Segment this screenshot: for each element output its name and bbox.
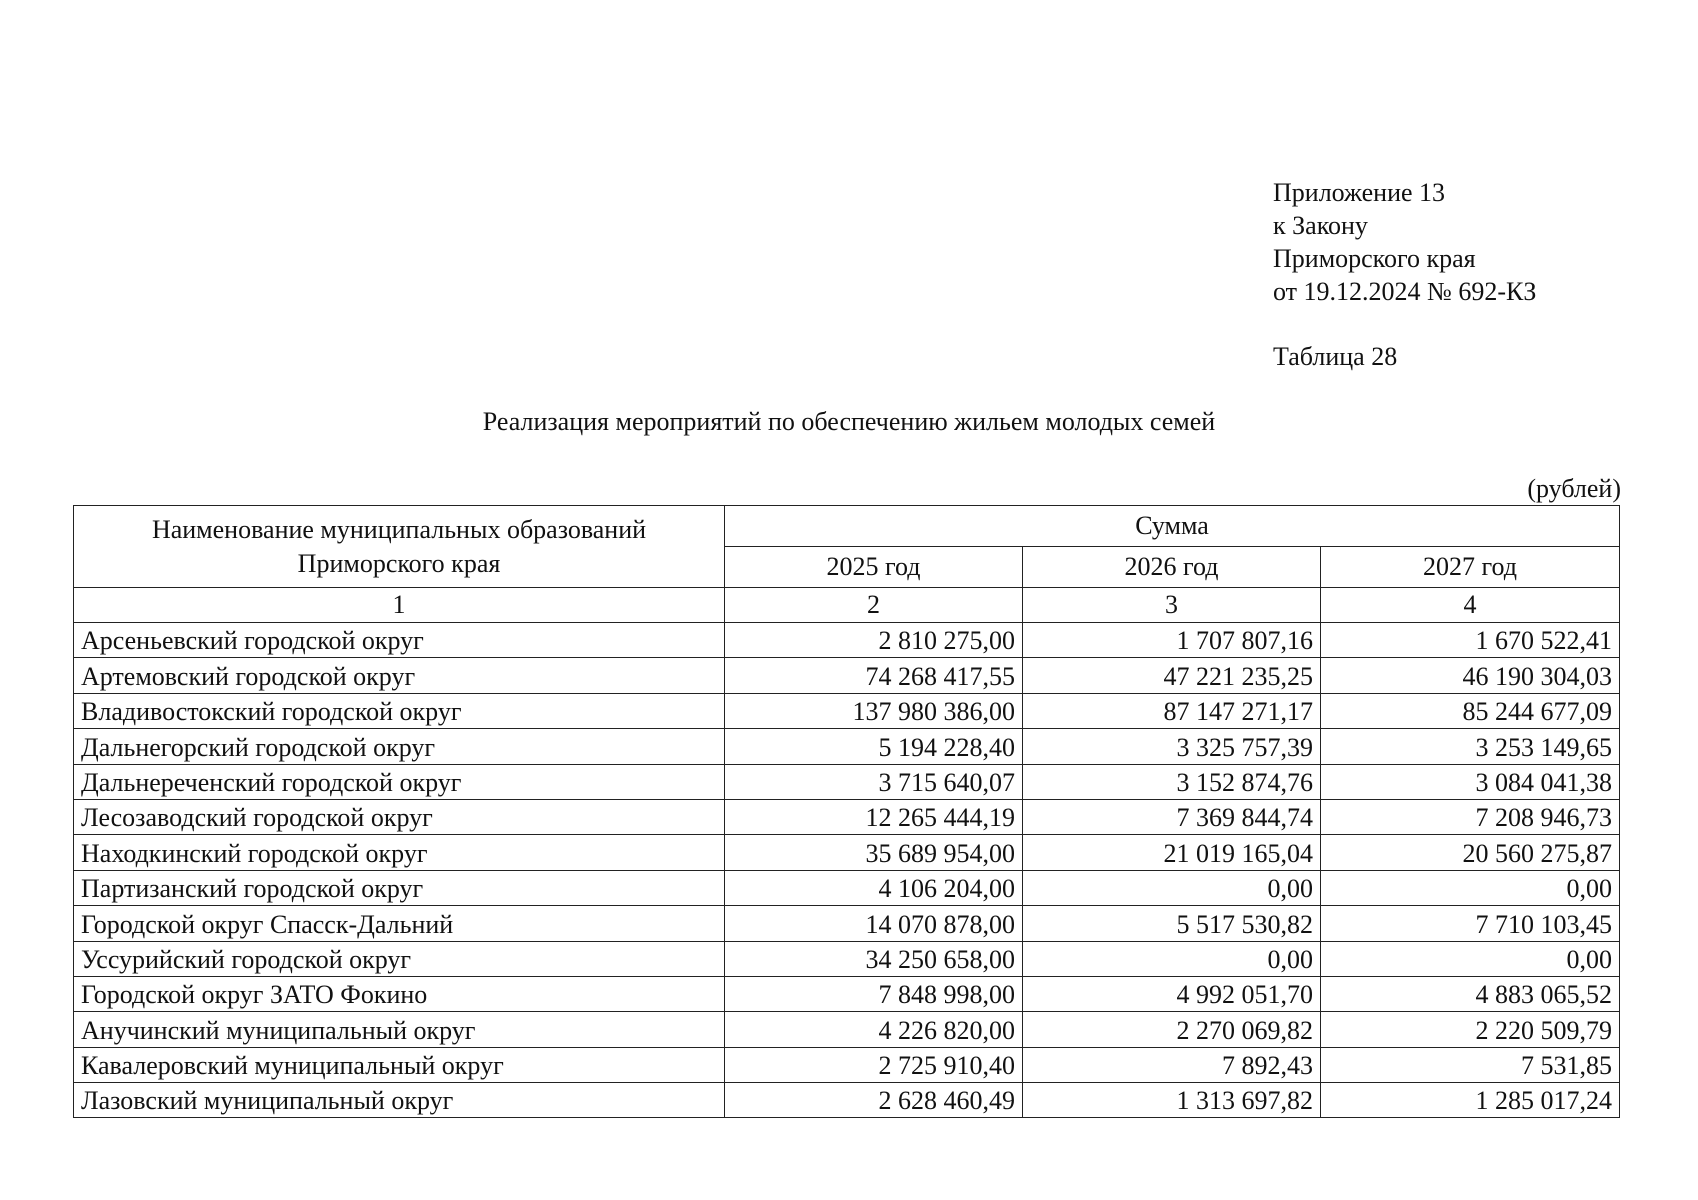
header-municipality <box>74 506 725 588</box>
column-number: 3 <box>1023 588 1321 623</box>
table-row <box>74 658 1620 693</box>
value-2027: 7 710 103,45 <box>1321 906 1620 941</box>
appendix-line: к Закону <box>1273 211 1368 240</box>
value-2026: 47 221 235,25 <box>1023 658 1321 693</box>
header-municipality-line1: Наименование муниципальных образований <box>151 514 647 544</box>
value-2025: 35 689 954,00 <box>725 835 1023 870</box>
value-2027: 85 244 677,09 <box>1321 693 1620 728</box>
municipality-name: Уссурийский городской округ <box>74 941 725 976</box>
value-2027: 46 190 304,03 <box>1321 658 1620 693</box>
municipality-name: Городской округ Спасск-Дальний <box>74 906 725 941</box>
header-sum: Сумма <box>725 506 1620 547</box>
municipality-name: Лазовский муниципальный округ <box>74 1083 725 1118</box>
value-2025: 34 250 658,00 <box>725 941 1023 976</box>
value-2026: 1 313 697,82 <box>1023 1083 1321 1118</box>
table-row <box>74 906 1620 941</box>
value-2026: 1 707 807,16 <box>1023 623 1321 658</box>
table-row <box>74 870 1620 905</box>
value-2027: 0,00 <box>1321 941 1620 976</box>
table-row <box>74 976 1620 1011</box>
value-2025: 2 725 910,40 <box>725 1047 1023 1082</box>
appendix-line: от 19.12.2024 № 692-КЗ <box>1273 277 1537 306</box>
table-row <box>74 693 1620 728</box>
value-2025: 3 715 640,07 <box>725 764 1023 799</box>
municipality-name: Лесозаводский городской округ <box>74 799 725 834</box>
municipality-name: Находкинский городской округ <box>74 835 725 870</box>
appendix-block <box>1273 176 1536 308</box>
appendix-line: Приморского края <box>1273 244 1476 273</box>
value-2025: 12 265 444,19 <box>725 799 1023 834</box>
municipality-name: Анучинский муниципальный округ <box>74 1012 725 1047</box>
value-2027: 20 560 275,87 <box>1321 835 1620 870</box>
value-2025: 2 810 275,00 <box>725 623 1023 658</box>
value-2025: 4 226 820,00 <box>725 1012 1023 1047</box>
table-row <box>74 835 1620 870</box>
table-row <box>74 764 1620 799</box>
value-2026: 21 019 165,04 <box>1023 835 1321 870</box>
value-2026: 0,00 <box>1023 941 1321 976</box>
table-body <box>74 623 1620 1118</box>
municipality-name: Городской округ ЗАТО Фокино <box>74 976 725 1011</box>
value-2026: 2 270 069,82 <box>1023 1012 1321 1047</box>
value-2027: 3 084 041,38 <box>1321 764 1620 799</box>
header-municipality-line2: Приморского края <box>297 548 501 578</box>
value-2027: 4 883 065,52 <box>1321 976 1620 1011</box>
unit-label: (рублей) <box>1527 474 1621 503</box>
column-number-row <box>74 588 1620 623</box>
value-2026: 7 892,43 <box>1023 1047 1321 1082</box>
column-number: 1 <box>74 588 725 623</box>
value-2025: 14 070 878,00 <box>725 906 1023 941</box>
column-number: 4 <box>1321 588 1620 623</box>
value-2025: 7 848 998,00 <box>725 976 1023 1011</box>
value-2027: 7 531,85 <box>1321 1047 1620 1082</box>
value-2026: 3 325 757,39 <box>1023 729 1321 764</box>
value-2027: 1 670 522,41 <box>1321 623 1620 658</box>
table-row <box>74 799 1620 834</box>
municipality-name: Дальнереченский городской округ <box>74 764 725 799</box>
header-year-2025: 2025 год <box>725 547 1023 588</box>
value-2026: 87 147 271,17 <box>1023 693 1321 728</box>
value-2025: 4 106 204,00 <box>725 870 1023 905</box>
value-2027: 2 220 509,79 <box>1321 1012 1620 1047</box>
document-title: Реализация мероприятий по обеспечению жильем молодых семей <box>482 407 1216 436</box>
column-number: 2 <box>725 588 1023 623</box>
value-2025: 2 628 460,49 <box>725 1083 1023 1118</box>
municipality-name: Партизанский городской округ <box>74 870 725 905</box>
value-2025: 137 980 386,00 <box>725 693 1023 728</box>
table-number-label: Таблица 28 <box>1273 342 1398 371</box>
municipality-name: Кавалеровский муниципальный округ <box>74 1047 725 1082</box>
appendix-line: Приложение 13 <box>1273 178 1446 207</box>
header-row <box>74 506 1620 547</box>
funding-table <box>73 505 1620 1118</box>
table-row <box>74 1012 1620 1047</box>
municipality-name: Арсеньевский городской округ <box>74 623 725 658</box>
table-row <box>74 941 1620 976</box>
municipality-name: Владивостокский городской округ <box>74 693 725 728</box>
value-2027: 0,00 <box>1321 870 1620 905</box>
table-row <box>74 1047 1620 1082</box>
value-2026: 0,00 <box>1023 870 1321 905</box>
value-2027: 1 285 017,24 <box>1321 1083 1620 1118</box>
municipality-name: Артемовский городской округ <box>74 658 725 693</box>
value-2025: 5 194 228,40 <box>725 729 1023 764</box>
table-row <box>74 623 1620 658</box>
header-year-2026: 2026 год <box>1023 547 1321 588</box>
value-2027: 7 208 946,73 <box>1321 799 1620 834</box>
table-row <box>74 729 1620 764</box>
value-2026: 3 152 874,76 <box>1023 764 1321 799</box>
table-row <box>74 1083 1620 1118</box>
value-2026: 7 369 844,74 <box>1023 799 1321 834</box>
header-year-2027: 2027 год <box>1321 547 1620 588</box>
municipality-name: Дальнегорский городской округ <box>74 729 725 764</box>
value-2026: 5 517 530,82 <box>1023 906 1321 941</box>
value-2026: 4 992 051,70 <box>1023 976 1321 1011</box>
value-2027: 3 253 149,65 <box>1321 729 1620 764</box>
value-2025: 74 268 417,55 <box>725 658 1023 693</box>
